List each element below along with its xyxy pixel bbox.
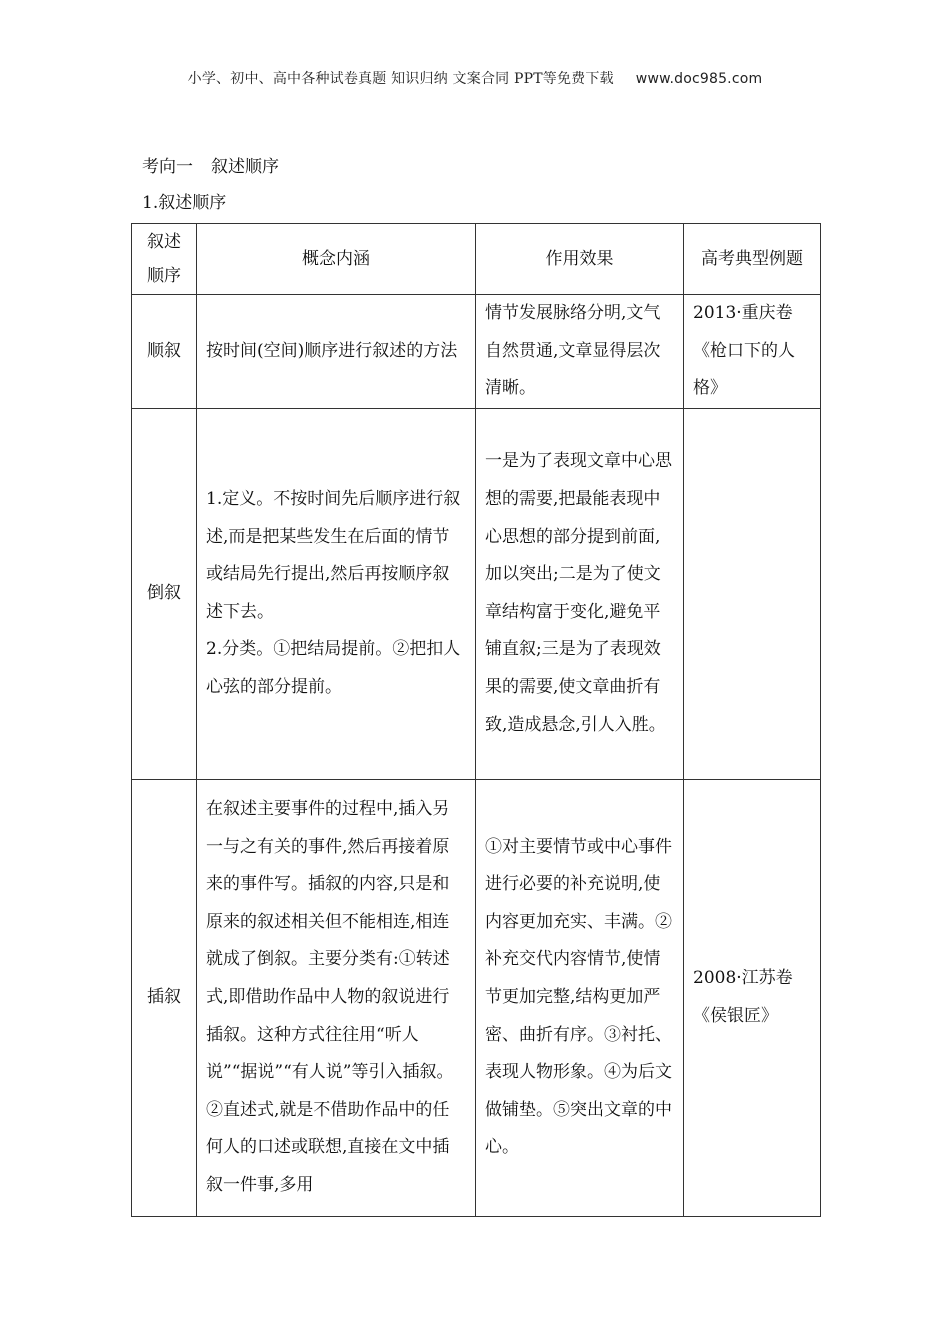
row-type: 顺叙	[132, 295, 197, 409]
row-example: 2013·重庆卷《枪口下的人格》	[684, 295, 821, 409]
row-concept	[197, 408, 476, 779]
header-cell-order: 叙述顺序	[132, 224, 197, 295]
concept-definition: 1.定义。不按时间先后顺序进行叙述,而是把某些发生在后面的情节或结局先行提出,然后再按顺序叙述下去。	[206, 489, 461, 622]
header-cell-example: 高考典型例题	[684, 224, 821, 295]
row-type: 倒叙	[132, 408, 197, 779]
row-effect: 情节发展脉络分明,文气自然贯通,文章显得层次清晰。	[476, 295, 684, 409]
header-cell-concept: 概念内涵	[197, 224, 476, 295]
table-row	[132, 295, 821, 409]
page-header	[0, 68, 950, 88]
section-heading: 叙述顺序	[211, 157, 279, 177]
row-concept: 按时间(空间)顺序进行叙述的方法	[197, 295, 476, 409]
table-row	[132, 408, 821, 779]
sub-title: 1.叙述顺序	[142, 193, 227, 213]
concept-classification: 2.分类。①把结局提前。②把扣人心弦的部分提前。	[206, 639, 461, 697]
header-site-link[interactable]: www.doc985.com	[635, 71, 763, 87]
row-example: 2008·江苏卷《侯银匠》	[684, 779, 821, 1216]
narrative-order-table	[131, 223, 821, 1217]
header-text: 小学、初中、高中各种试卷真题 知识归纳 文案合同 PPT等免费下载	[187, 71, 614, 87]
row-effect: 一是为了表现文章中心思想的需要,把最能表现中心思想的部分提到前面,加以突出;二是为了使文章结构富于变化,避免平铺直叙;三是为了表现效果的需要,使文章曲折有致,造成悬念,引人入胜。	[476, 408, 684, 779]
header-cell-effect: 作用效果	[476, 224, 684, 295]
section-label: 考向一	[142, 157, 193, 177]
row-effect: ①对主要情节或中心事件进行必要的补充说明,使内容更加充实、丰满。②补充交代内容情节,使情节更加完整,结构更加严密、曲折有序。③衬托、表现人物形象。④为后文做铺垫。⑤突出文章的中心。	[476, 779, 684, 1216]
table-row	[132, 779, 821, 1216]
table-header-row	[132, 224, 821, 295]
row-example	[684, 408, 821, 779]
section-title	[142, 152, 279, 177]
row-concept: 在叙述主要事件的过程中,插入另一与之有关的事件,然后再接着原来的事件写。插叙的内容,只是和原来的叙述相关但不能相连,相连就成了倒叙。主要分类有:①转述式,即借助作品中人物的叙说进行插叙。这种方式往往用“听人说”“据说”“有人说”等引入插叙。②直述式,就是不借助作品中的任何人的口述或联想,直接在文中插叙一件事,多用	[197, 779, 476, 1216]
row-type: 插叙	[132, 779, 197, 1216]
